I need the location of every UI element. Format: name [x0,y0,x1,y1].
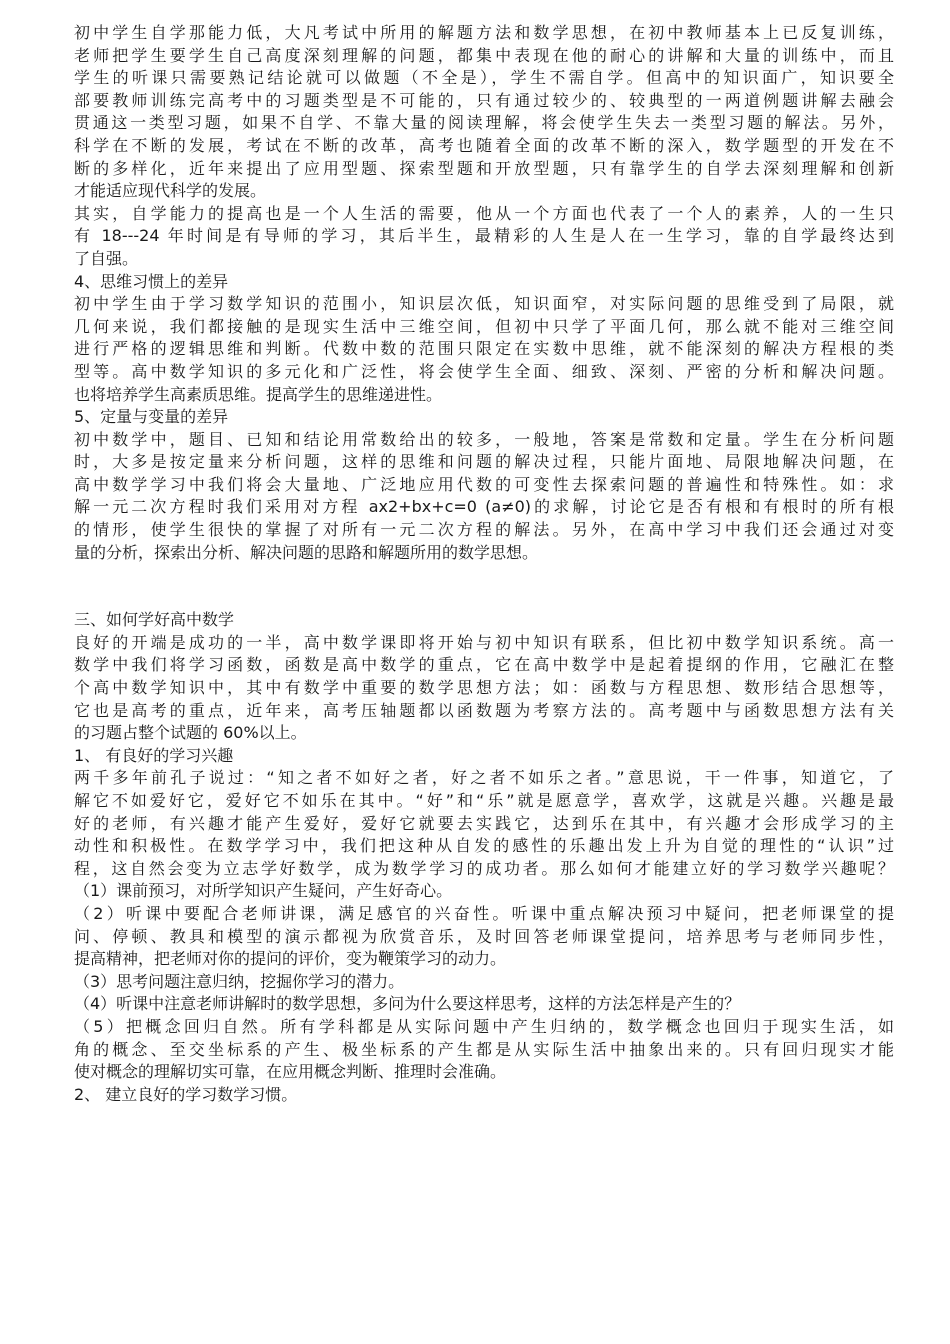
text-line: 两千多年前孔子说过：“知之者不如好之者，好之者不如乐之者。”意思说，干一件事，知道它，了 [74,768,894,788]
list-item [74,903,894,971]
text-line: 程，这自然会变为立志学好数学，成为数学学习的成功者。那么如何才能建立好的学习数学兴趣呢？ [74,858,894,878]
paragraph-constants-variables [74,429,894,565]
list-item [74,1016,894,1084]
text-line: 高中数学学习中我们将会大量地、广泛地应用代数的可变性去探索问题的普遍性和特殊性。如：求 [74,474,894,494]
document-page [74,22,894,1106]
text-line: 部要教师训练完高考中的习题类型是不可能的，只有通过较少的、较典型的一两道例题讲解去融会 [74,90,894,110]
paragraph-thinking-habits [74,293,894,406]
text-line: 好的老师，有兴趣才能产生爱好，爱好它就要去实践它，达到乐在其中，有兴趣才会形成学习的主 [74,813,894,833]
text-line: 断的多样化，近年来提出了应用型题、探索型题和开放型题，只有靠学生的自学去深刻理解和创新 [74,158,894,178]
text-line: 的习题占整个试题的 60%以上。 [74,723,307,743]
text-line: 使对概念的理解切实可靠，在应用概念判断、推理时会准确。 [74,1062,507,1082]
paragraph-self-study [74,22,894,203]
list-item: （4）听课中注意老师讲解时的数学思想，多问为什么要这样思考，这样的方法怎样是产生的？ [74,994,741,1014]
subsection-heading: 1、 有良好的学习兴趣 [74,745,234,765]
text-line: 其实，自学能力的提高也是一个人生活的需要，他从一个方面也代表了一个人的素养，人的一生只 [74,203,894,223]
section-heading: 4、思维习惯上的差异 [74,271,229,291]
text-line: 动性和积极性。在数学学习中，我们把这种从自发的感性的乐趣出发上升为自觉的理性的“认识”过 [74,836,894,856]
text-line: 时，大多是按定量来分析问题，这样的思维和问题的解决过程，只能片面地、局限地解决问题，在 [74,452,894,472]
text-line: （2）听课中要配合老师讲课，满足感官的兴奋性。听课中重点解决预习中疑问，把老师课堂的提 [74,903,894,923]
section-gap [74,564,894,609]
text-line: 个高中数学知识中，其中有数学中重要的数学思想方法；如：函数与方程思想、数形结合思想等， [74,678,894,698]
text-line: 贯通这一类型习题，如果不自学、不靠大量的阅读理解，将会使学生失去一类型习题的解法。另外， [74,113,894,133]
text-line: 数学中我们将学习函数，函数是高中数学的重点，它在高中数学中是起着提纲的作用，它融汇在整 [74,655,894,675]
text-line: 角的概念、至交坐标系的产生、极坐标系的产生都是从实际生活中抽象出来的。只有回归现实才能 [74,1039,894,1059]
text-line: 科学在不断的发展，考试在不断的改革，高考也随着全面的改革不断的深入，数学题型的开发在不 [74,135,894,155]
text-line: 初中学生由于学习数学知识的范围小，知识层次低，知识面窄，对实际问题的思维受到了局限，就 [74,294,894,314]
paragraph-good-start [74,632,894,745]
paragraph-interest [74,767,894,880]
text-line: 初中学生自学那能力低，大凡考试中所用的解题方法和数学思想，在初中教师基本上已反复训练， [74,23,894,42]
text-line: 进行严格的逻辑思维和判断。代数中数的范围只限定在实数中思维，就不能深刻的解决方程根的类 [74,339,894,359]
text-line: 了自强。 [74,248,139,268]
text-line: 才能适应现代科学的发展。 [74,181,267,201]
subsection-heading: 2、 建立良好的学习数学习惯。 [74,1084,298,1104]
text-line: 型等。高中数学知识的多元化和广泛性，将会使学生全面、细致、深刻、严密的分析和解决问题。 [74,361,894,381]
text-line: 它也是高考的重点，近年来，高考压轴题都以函数题为考察方法的。高考题中与函数思想方法有关 [74,700,894,720]
text-line: 也将培养学生高素质思维。提高学生的思维递进性。 [74,384,443,404]
section-title: 三、如何学好高中数学 [74,610,235,630]
text-line: 几何来说，我们都接触的是现实生活中三维空间，但初中只学了平面几何，那么就不能对三维空间 [74,316,894,336]
text-line: 学生的听课只需要熟记结论就可以做题（不全是），学生不需自学。但高中的知识面广，知识要全 [74,68,894,88]
text-line: 量的分析，探索出分析、解决问题的思路和解题所用的数学思想。 [74,542,539,562]
section-heading: 5、定量与变量的差异 [74,407,229,427]
text-line: 老师把学生要学生自己高度深刻理解的问题，都集中表现在他的耐心的讲解和大量的训练中，而且 [74,45,894,65]
text-line: 解一元二次方程时我们采用对方程 ax2+bx+c=0 (a≠0)的求解，讨论它是否有根和有根时的所有根 [74,497,894,517]
text-line: 的情形，使学生很快的掌握了对所有一元二次方程的解法。另外，在高中学习中我们还会通过对变 [74,520,894,540]
text-line: 有 18---24 年时间是有导师的学习，其后半生，最精彩的人生是人在一生学习，靠的自学最终达到 [74,226,894,246]
list-item: （1）课前预习，对所学知识产生疑问，产生好奇心。 [74,881,453,901]
text-line: 良好的开端是成功的一半，高中数学课即将开始与初中知识有联系，但比初中数学知识系统。高一 [74,632,894,652]
list-item: （3）思考问题注意归纳，挖掘你学习的潜力。 [74,971,405,991]
text-line: 解它不如爱好它，爱好它不如乐在其中。“好”和“乐”就是愿意学，喜欢学，这就是兴趣。兴趣是最 [74,791,894,810]
text-line: （5）把概念回归自然。所有学科都是从实际问题中产生归纳的，数学概念也回归于现实生活，如 [74,1016,894,1036]
paragraph-self-improvement [74,203,894,271]
text-line: 提高精神，把老师对你的提问的评价，变为鞭策学习的动力。 [74,949,507,969]
text-line: 初中数学中，题目、已知和结论用常数给出的较多，一般地，答案是常数和定量。学生在分析问题 [74,429,894,449]
text-line: 问、停顿、教具和模型的演示都视为欣赏音乐，及时回答老师课堂提问，培养思考与老师同步性， [74,926,894,946]
